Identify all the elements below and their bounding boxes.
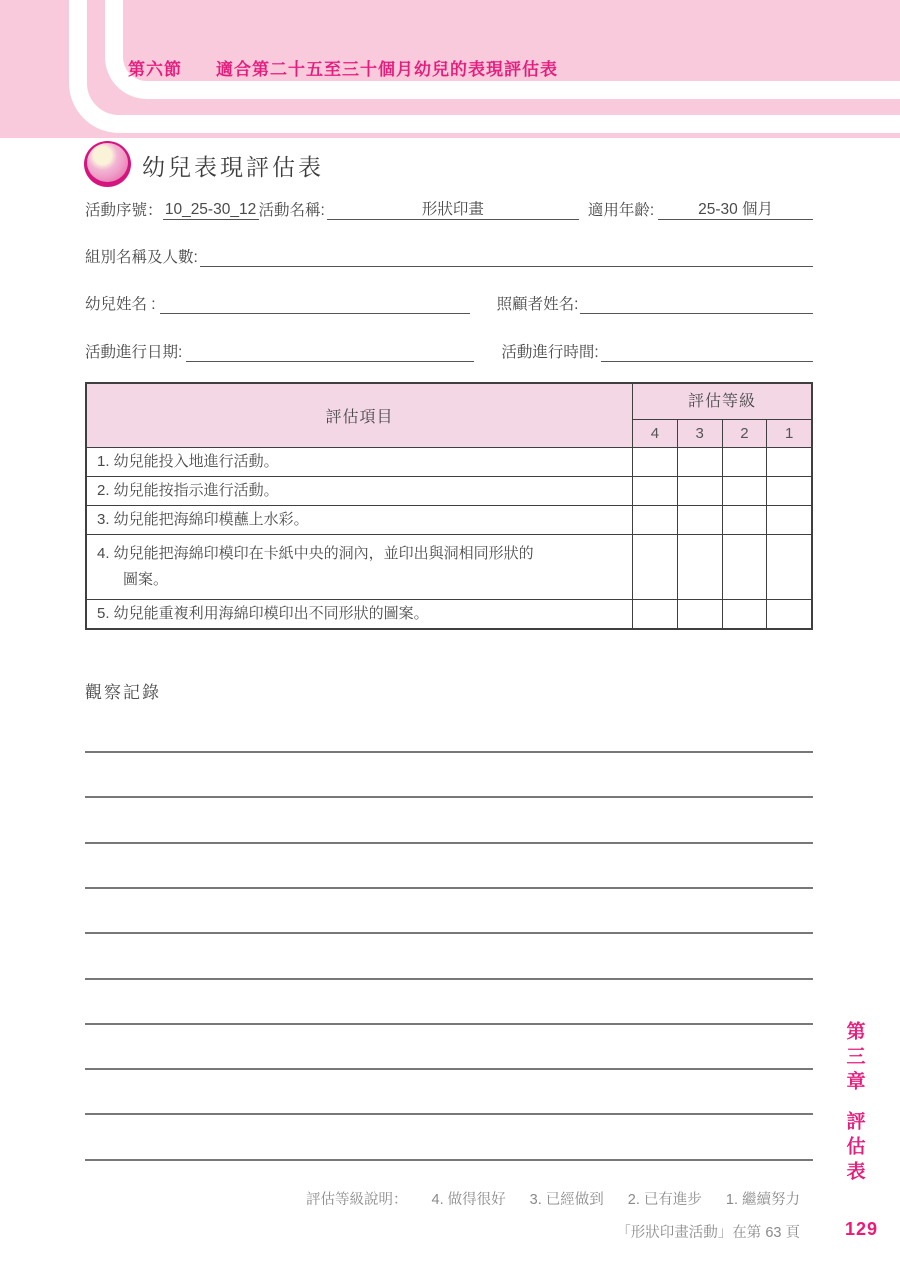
- group-label: 組別名稱及人數:: [85, 249, 198, 266]
- item-column-header: 評估項目: [87, 384, 633, 447]
- section-title: 適合第二十五至三十個月幼兒的表現評估表: [216, 60, 558, 79]
- grade-subcolumns: [633, 420, 811, 447]
- chapter-number: 第三章: [843, 1021, 865, 1096]
- table-row: [87, 535, 811, 600]
- item-text: 4. 幼兒能把海綿印模印在卡紙中央的洞內，並印出與洞相同形狀的: [97, 545, 534, 562]
- grade-cell: [633, 600, 678, 628]
- caregiver-field: [580, 292, 813, 314]
- table-row: [87, 506, 811, 535]
- legend-title: 評估等級說明：: [306, 1192, 408, 1208]
- child-name-field: [160, 292, 470, 314]
- observation-line: [85, 932, 813, 934]
- date-label: 活動進行日期:: [85, 344, 183, 361]
- activity-no-label: 活動序號：: [85, 202, 163, 219]
- observation-line: [85, 1068, 813, 1070]
- grade-cell: [678, 477, 723, 505]
- table-header: [87, 384, 811, 448]
- grade-col-3: 3: [678, 420, 723, 447]
- item-text: 2. 幼兒能按指示進行活動。: [97, 482, 279, 499]
- time-label: 活動進行時間:: [501, 344, 599, 361]
- observation-line: [85, 1023, 813, 1025]
- section-header: [128, 55, 558, 80]
- date-field: [186, 340, 474, 362]
- table-row: [87, 477, 811, 506]
- legend-item-1: 1. 繼續努力: [725, 1192, 800, 1208]
- datetime-row: [85, 340, 813, 362]
- observation-line: [85, 751, 813, 753]
- activity-no-field: 10_25-30_12: [163, 198, 259, 220]
- table-row: [87, 600, 811, 628]
- observation-line: [85, 1113, 813, 1115]
- child-name-label: 幼兒姓名 :: [85, 296, 156, 313]
- item-text: 5. 幼兒能重複利用海綿印模印出不同形狀的圖案。: [97, 605, 429, 622]
- activity-name-label: 活動名稱:: [258, 202, 325, 219]
- observation-line: [85, 978, 813, 980]
- decorative-frame-inner: [105, 0, 900, 99]
- activity-row: [85, 198, 813, 220]
- activity-reference: 「形狀印畫活動」在第 63 頁: [616, 1225, 800, 1241]
- grade-cell: [678, 600, 723, 628]
- activity-name-field: 形狀印畫: [327, 198, 579, 220]
- grade-cell: [678, 535, 723, 599]
- grade-cell: [767, 477, 811, 505]
- observation-line: [85, 1159, 813, 1161]
- observation-line: [85, 887, 813, 889]
- grade-cell: [678, 506, 723, 534]
- legend-item-2: 2. 已有進步: [627, 1192, 702, 1208]
- age-label: 適用年齡:: [587, 202, 655, 219]
- observation-line: [85, 842, 813, 844]
- section-number: 第六節: [128, 60, 182, 79]
- caregiver-label: 照顧者姓名:: [496, 296, 579, 313]
- page-title: 幼兒表現評估表: [142, 154, 324, 180]
- grade-cell: [633, 506, 678, 534]
- grade-cell: [633, 448, 678, 476]
- grade-cell: [723, 535, 768, 599]
- grade-cell: [767, 535, 811, 599]
- group-field: [200, 245, 813, 267]
- pearl-bullet-icon: [84, 141, 131, 187]
- grade-legend: [306, 1188, 800, 1209]
- observation-label: 觀察記錄: [85, 683, 161, 702]
- grade-cell: [633, 477, 678, 505]
- age-field: 25-30 個月: [658, 198, 813, 220]
- grade-column-header: [633, 384, 811, 447]
- page-number: 129: [845, 1219, 879, 1239]
- grade-header-title: 評估等級: [633, 384, 811, 420]
- chapter-sidebar: [842, 1021, 866, 1186]
- grade-cell: [723, 477, 768, 505]
- assessment-table: [85, 382, 813, 630]
- grade-cell: [723, 506, 768, 534]
- time-field: [601, 340, 813, 362]
- grade-cell: [767, 448, 811, 476]
- grade-cell: [723, 600, 768, 628]
- group-row: [85, 245, 813, 267]
- grade-cell: [678, 448, 723, 476]
- item-text: 1. 幼兒能投入地進行活動。: [97, 453, 279, 470]
- item-text: 3. 幼兒能把海綿印模蘸上水彩。: [97, 511, 309, 528]
- chapter-label: 評估表: [843, 1111, 865, 1186]
- legend-item-4: 4. 做得很好: [431, 1192, 506, 1208]
- legend-item-3: 3. 已經做到: [529, 1192, 604, 1208]
- grade-col-2: 2: [723, 420, 768, 447]
- header-band: [0, 0, 900, 138]
- grade-cell: [767, 506, 811, 534]
- grade-col-1: 1: [784, 425, 794, 442]
- observation-line: [85, 796, 813, 798]
- table-row: [87, 448, 811, 477]
- item-text-continued: 圖案。: [123, 571, 169, 588]
- grade-col-4: 4: [633, 420, 678, 447]
- grade-cell: [633, 535, 678, 599]
- names-row: [85, 292, 813, 314]
- pearl-highlight: [87, 143, 128, 182]
- grade-cell: [767, 600, 811, 628]
- grade-cell: [723, 448, 768, 476]
